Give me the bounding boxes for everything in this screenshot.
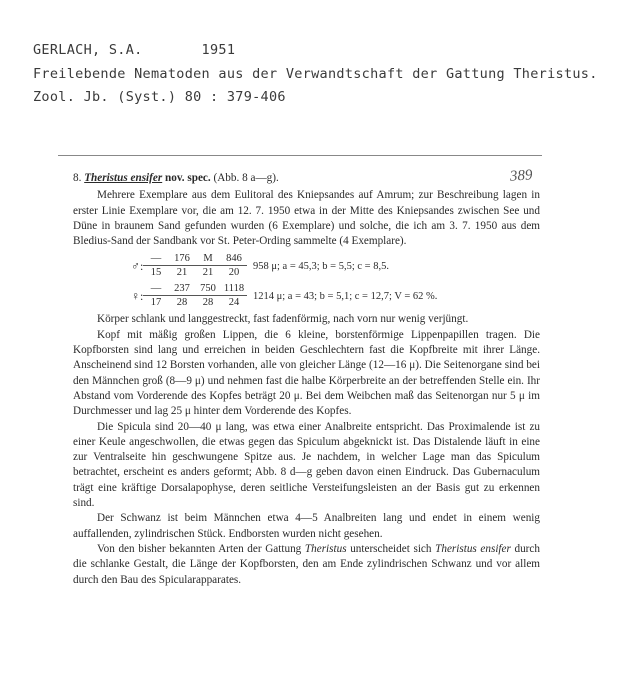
- body-paragraph: Kopf mit mäßig großen Lippen, die 6 kleine, borstenförmige Lippenpapillen tragen. Die Kopfborsten sind lang und erreichen in beiden Geschlechtern fast die Kopfbreite mit ihrer Länge. Anscheinend sind 12 Borsten vorhanden, alle von gleicher Länge (12—16 μ). Die Seitenorgane sind bei den Männchen groß (8—9 μ) und nehmen fast die halbe Körperbreite an der betreffenden Stelle ein. Ihr Abstand vom Vorderende des Kopfes beträgt 20 μ. Bei dem Weibchen maß das Seitenorgan nur 5 μ im Durchmesser und lag 25 μ hinter dem Vorderende des Kopfes.: [73, 328, 540, 418]
- species-title: Theristus ensifer: [84, 172, 163, 184]
- measure-cell: 237: [169, 283, 195, 296]
- page-top-rule: [58, 155, 542, 156]
- section-number: 8.: [73, 172, 82, 184]
- measure-cell: 28: [202, 297, 214, 309]
- species-name: Theristus ensifer: [435, 542, 511, 555]
- citation-line-2: Freilebende Nematoden aus der Verwandtschaft der Gattung Theristus.: [33, 66, 598, 82]
- female-ratios: 1214 μ; a = 43; b = 5,1; c = 12,7; V = 62 %.: [253, 290, 438, 302]
- body-paragraph: Der Schwanz ist beim Männchen etwa 4—5 Analbreiten lang und endet in einem wenig auffallenden, zylindrischen Stück. Endborsten wurden nicht gesehen.: [73, 512, 540, 540]
- measure-cell: M: [195, 253, 221, 266]
- female-measurements: [143, 283, 247, 309]
- measure-cell: 28: [176, 297, 188, 309]
- measure-cell: 15: [150, 267, 162, 279]
- measure-cell: 21: [202, 267, 214, 279]
- measure-cell: —: [143, 283, 169, 296]
- genus-name: Theristus: [304, 542, 347, 555]
- measure-cell: 17: [150, 297, 162, 309]
- article-body: [73, 171, 540, 588]
- measure-cell: 20: [228, 267, 240, 279]
- citation-line-1: GERLACH, S.A. 1951: [33, 42, 236, 58]
- measure-cell: 21: [176, 267, 188, 279]
- female-symbol: ♀:: [131, 288, 144, 303]
- measure-cell: 846: [221, 253, 247, 266]
- species-heading: [73, 171, 540, 186]
- citation-line-3: Zool. Jb. (Syst.) 80 : 379-406: [33, 89, 286, 105]
- measure-cell: 750: [195, 283, 221, 296]
- male-symbol: ♂:: [131, 258, 144, 273]
- measure-cell: 176: [169, 253, 195, 266]
- body-paragraph: Die Spicula sind 20—40 μ lang, was etwa einer Analbreite entspricht. Das Proximalende ist zu einer Keule angeschwollen, die etwas gegen das Spiculum abgeknickt ist. Das Distalende läuft in eine zur Ventralseite hin geschwungene Spitze aus. Je nachdem, in welcher Lage man das Spiculum betrachtet, erscheint es anders geformt; Abb. 8 d—g geben davon einen Eindruck. Das Gubernaculum trägt eine kräftige Dorsalapophyse, deren seitliche Versteifungsleisten an der Basis gut zu erkennen sind.: [73, 420, 540, 510]
- species-status: nov. spec.: [165, 172, 211, 184]
- text-run: durch die schlanke Gestalt, die Länge der Kopfborsten, den am Ende zylindrischen Schwanz und vor allem durch den Bau des Spicularapparates.: [73, 542, 540, 586]
- body-paragraph: Körper schlank und langgestreckt, fast fadenförmig, nach vorn nur wenig verjüngt.: [97, 313, 469, 326]
- measure-cell: 1118: [221, 283, 247, 296]
- measure-cell: 24: [228, 297, 240, 309]
- male-measurements: [143, 253, 247, 279]
- text-run: Von den bisher bekannten Arten der Gattung: [97, 542, 305, 555]
- male-formula: [73, 253, 540, 279]
- male-ratios: 958 μ; a = 45,3; b = 5,5; c = 8,5.: [253, 260, 389, 272]
- handwritten-page-number: 389: [508, 167, 533, 185]
- text-run: unterscheidet sich: [346, 542, 436, 555]
- measure-cell: —: [143, 253, 169, 266]
- figure-reference: (Abb. 8 a—g).: [213, 172, 279, 184]
- conclusion-paragraph: [73, 542, 540, 588]
- female-formula: [73, 283, 540, 309]
- intro-paragraph: Mehrere Exemplare aus dem Eulitoral des Kniepsandes auf Amrum; zur Beschreibung lagen in erster Linie Exemplare vor, die am 12. 7. 1950 etwa in der Mitte des Kniepsandes zwischen See und Düne in braunem Sand gefunden wurden (6 Exemplare) und solche, die ich am 3. 7. 1950 aus dem Bledius-Sand der Sandbank vor St. Peter-Ording sammelte (4 Exemplare).: [73, 189, 540, 248]
